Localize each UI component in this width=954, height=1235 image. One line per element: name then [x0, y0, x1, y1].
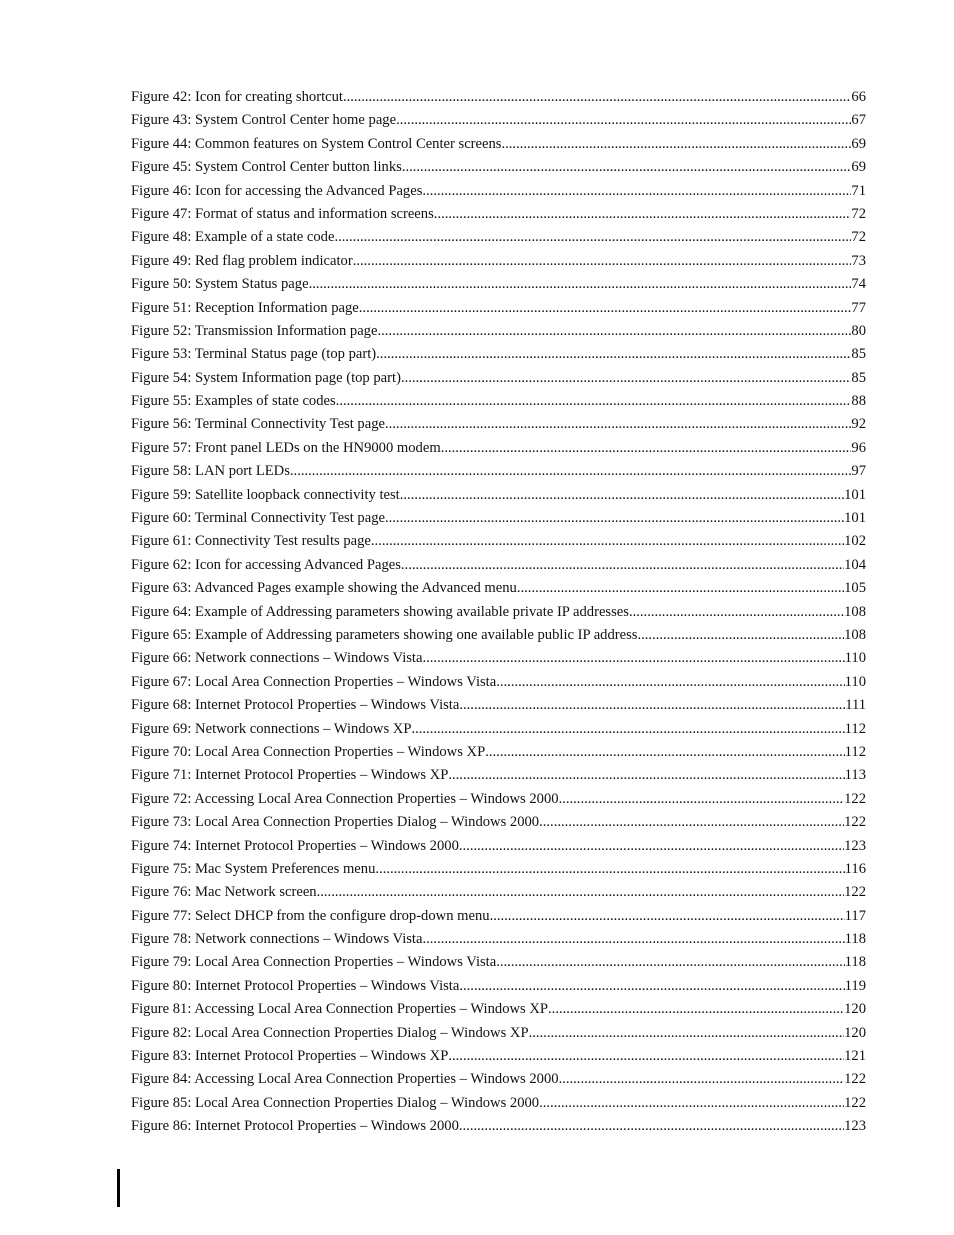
toc-entry[interactable] — [131, 180, 866, 203]
toc-dot-leader — [459, 1115, 844, 1138]
toc-entry-page-number: 110 — [844, 673, 866, 690]
toc-entry-title: Figure 81: Accessing Local Area Connection Properties – Windows XP — [131, 1001, 549, 1018]
toc-entry[interactable] — [131, 250, 866, 273]
toc-entry[interactable] — [131, 1022, 866, 1045]
toc-entry[interactable] — [131, 998, 866, 1021]
toc-entry-page-number: 101 — [844, 486, 866, 503]
toc-dot-leader — [359, 297, 852, 320]
toc-entry[interactable] — [131, 975, 866, 998]
toc-entry[interactable] — [131, 507, 866, 530]
toc-entry-page-number: 119 — [844, 977, 866, 994]
list-of-figures — [131, 86, 866, 1139]
toc-entry-page-number: 122 — [844, 814, 866, 831]
toc-entry-title: Figure 66: Network connections – Windows Vista — [131, 650, 423, 667]
toc-entry[interactable] — [131, 905, 866, 928]
toc-dot-leader — [459, 975, 844, 998]
toc-entry-title: Figure 51: Reception Information page — [131, 299, 359, 316]
toc-entry-title: Figure 45: System Control Center button links — [131, 159, 402, 176]
toc-entry-page-number: 122 — [844, 1071, 866, 1088]
toc-entry-title: Figure 56: Terminal Connectivity Test page — [131, 416, 385, 433]
toc-entry-title: Figure 78: Network connections – Windows Vista — [131, 931, 423, 948]
toc-entry-title: Figure 46: Icon for accessing the Advanced Pages — [131, 182, 423, 199]
toc-entry[interactable] — [131, 226, 866, 249]
toc-entry[interactable] — [131, 530, 866, 553]
toc-entry[interactable] — [131, 273, 866, 296]
toc-entry-title: Figure 76: Mac Network screen — [131, 884, 317, 901]
toc-entry-title: Figure 44: Common features on System Control Center screens — [131, 135, 502, 152]
toc-entry[interactable] — [131, 718, 866, 741]
toc-dot-leader — [290, 460, 852, 483]
toc-entry-page-number: 69 — [851, 159, 866, 176]
toc-entry[interactable] — [131, 297, 866, 320]
toc-dot-leader — [529, 1022, 845, 1045]
toc-entry-title: Figure 82: Local Area Connection Properties Dialog – Windows XP — [131, 1024, 529, 1041]
toc-entry[interactable] — [131, 460, 866, 483]
toc-entry-title: Figure 43: System Control Center home page — [131, 112, 397, 129]
toc-entry[interactable] — [131, 624, 866, 647]
toc-entry-page-number: 105 — [844, 580, 866, 597]
toc-entry[interactable] — [131, 647, 866, 670]
toc-dot-leader — [448, 1045, 844, 1068]
toc-dot-leader — [422, 647, 844, 670]
toc-dot-leader — [637, 624, 844, 647]
toc-entry-page-number: 120 — [844, 1024, 866, 1041]
toc-entry-page-number: 101 — [844, 510, 866, 527]
toc-entry-page-number: 85 — [851, 369, 866, 386]
toc-dot-leader — [559, 788, 845, 811]
toc-entry-title: Figure 65: Example of Addressing parameters showing one available public IP address — [131, 626, 638, 643]
toc-entry[interactable] — [131, 156, 866, 179]
toc-entry[interactable] — [131, 437, 866, 460]
toc-entry-page-number: 67 — [851, 112, 866, 129]
toc-dot-leader — [496, 951, 844, 974]
toc-entry-title: Figure 42: Icon for creating shortcut — [131, 89, 343, 105]
toc-entry[interactable] — [131, 133, 866, 156]
toc-entry[interactable] — [131, 928, 866, 951]
toc-entry-page-number: 112 — [844, 743, 866, 760]
toc-entry-page-number: 72 — [851, 205, 866, 222]
toc-dot-leader — [385, 507, 844, 530]
toc-entry-title: Figure 52: Transmission Information page — [131, 322, 378, 339]
toc-entry[interactable] — [131, 741, 866, 764]
toc-entry-page-number: 97 — [851, 463, 866, 480]
toc-entry-title: Figure 47: Format of status and information screens — [131, 205, 434, 222]
toc-entry[interactable] — [131, 413, 866, 436]
toc-dot-leader — [434, 203, 852, 226]
toc-entry-title: Figure 68: Internet Protocol Properties – Windows Vista — [131, 697, 460, 714]
toc-dot-leader — [336, 390, 852, 413]
toc-entry[interactable] — [131, 484, 866, 507]
toc-entry-title: Figure 64: Example of Addressing parameters showing available private IP addresses — [131, 603, 629, 620]
toc-dot-leader — [343, 86, 851, 109]
toc-entry-page-number: 121 — [844, 1048, 866, 1065]
toc-entry-page-number: 72 — [851, 229, 866, 246]
toc-entry[interactable] — [131, 390, 866, 413]
toc-entry-title: Figure 62: Icon for accessing Advanced Pages — [131, 556, 401, 573]
toc-entry-title: Figure 71: Internet Protocol Properties – Windows XP — [131, 767, 449, 784]
toc-dot-leader — [501, 133, 851, 156]
toc-entry-title: Figure 86: Internet Protocol Properties – Windows 2000 — [131, 1118, 459, 1135]
toc-entry-page-number: 120 — [844, 1001, 866, 1018]
toc-dot-leader — [459, 694, 845, 717]
toc-dot-leader — [490, 905, 845, 928]
toc-dot-leader — [539, 811, 844, 834]
toc-dot-leader — [448, 764, 844, 787]
toc-dot-leader — [401, 367, 851, 390]
toc-entry-page-number: 117 — [844, 907, 866, 924]
toc-entry-page-number: 112 — [844, 720, 866, 737]
toc-entry-page-number: 118 — [844, 954, 866, 971]
toc-entry-page-number: 74 — [851, 276, 866, 293]
toc-dot-leader — [459, 835, 844, 858]
toc-entry-page-number: 104 — [844, 556, 866, 573]
toc-entry-page-number: 71 — [851, 182, 866, 199]
toc-dot-leader — [629, 601, 844, 624]
toc-entry-title: Figure 61: Connectivity Test results page — [131, 533, 371, 550]
toc-entry-page-number: 108 — [844, 626, 866, 643]
toc-entry[interactable] — [131, 835, 866, 858]
toc-entry-page-number: 96 — [851, 439, 866, 456]
toc-entry[interactable] — [131, 203, 866, 226]
toc-entry-page-number: 123 — [844, 837, 866, 854]
toc-dot-leader — [559, 1068, 845, 1091]
toc-entry-title: Figure 67: Local Area Connection Properties – Windows Vista — [131, 673, 497, 690]
toc-entry-title: Figure 84: Accessing Local Area Connection Properties – Windows 2000 — [131, 1071, 559, 1088]
toc-entry-title: Figure 55: Examples of state codes — [131, 393, 336, 410]
toc-dot-leader — [402, 156, 852, 179]
toc-entry-title: Figure 50: System Status page — [131, 276, 309, 293]
toc-dot-leader — [309, 273, 852, 296]
toc-dot-leader — [375, 858, 844, 881]
toc-entry[interactable] — [131, 881, 866, 904]
toc-entry[interactable] — [131, 811, 866, 834]
toc-entry-title: Figure 70: Local Area Connection Properties – Windows XP — [131, 743, 486, 760]
toc-entry-title: Figure 63: Advanced Pages example showing the Advanced menu — [131, 580, 517, 597]
toc-entry-title: Figure 57: Front panel LEDs on the HN9000 modem — [131, 439, 441, 456]
toc-dot-leader — [334, 226, 851, 249]
toc-dot-leader — [400, 484, 844, 507]
toc-entry-title: Figure 85: Local Area Connection Properties Dialog – Windows 2000 — [131, 1094, 540, 1111]
toc-entry-page-number: 122 — [844, 884, 866, 901]
toc-entry-title: Figure 59: Satellite loopback connectivity test — [131, 486, 400, 503]
toc-entry-title: Figure 79: Local Area Connection Properties – Windows Vista — [131, 954, 497, 971]
toc-dot-leader — [496, 671, 844, 694]
toc-entry-title: Figure 74: Internet Protocol Properties – Windows 2000 — [131, 837, 459, 854]
toc-entry[interactable] — [131, 367, 866, 390]
toc-entry-page-number: 102 — [844, 533, 866, 550]
toc-dot-leader — [539, 1092, 844, 1115]
toc-dot-leader — [401, 554, 844, 577]
toc-entry-title: Figure 83: Internet Protocol Properties – Windows XP — [131, 1048, 449, 1065]
toc-dot-leader — [422, 180, 851, 203]
toc-dot-leader — [411, 718, 844, 741]
toc-entry-title: Figure 53: Terminal Status page (top part) — [131, 346, 377, 363]
toc-entry[interactable] — [131, 1115, 866, 1138]
toc-dot-leader — [422, 928, 844, 951]
toc-entry-page-number: 108 — [844, 603, 866, 620]
toc-entry-page-number: 110 — [844, 650, 866, 667]
toc-dot-leader — [517, 577, 844, 600]
toc-entry-page-number: 113 — [844, 767, 866, 784]
toc-entry-page-number: 123 — [844, 1118, 866, 1135]
toc-entry-page-number: 122 — [844, 1094, 866, 1111]
toc-entry-page-number: 77 — [851, 299, 866, 316]
toc-entry[interactable] — [131, 858, 866, 881]
toc-entry-page-number: 116 — [844, 860, 866, 877]
toc-entry-title: Figure 49: Red flag problem indicator — [131, 252, 353, 269]
toc-entry-title: Figure 72: Accessing Local Area Connection Properties – Windows 2000 — [131, 790, 559, 807]
toc-dot-leader — [376, 343, 851, 366]
toc-entry-title: Figure 58: LAN port LEDs — [131, 463, 290, 480]
toc-dot-leader — [385, 413, 851, 436]
toc-entry-page-number: 66 — [851, 89, 866, 105]
toc-entry[interactable] — [131, 577, 866, 600]
toc-entry-page-number: 73 — [851, 252, 866, 269]
toc-dot-leader — [548, 998, 844, 1021]
toc-dot-leader — [371, 530, 844, 553]
toc-entry-title: Figure 48: Example of a state code — [131, 229, 335, 246]
toc-entry-page-number: 118 — [844, 931, 866, 948]
toc-entry[interactable] — [131, 694, 866, 717]
toc-entry-title: Figure 75: Mac System Preferences menu — [131, 860, 376, 877]
toc-entry[interactable] — [131, 320, 866, 343]
toc-entry-title: Figure 69: Network connections – Windows XP — [131, 720, 412, 737]
toc-entry-title: Figure 54: System Information page (top part) — [131, 369, 401, 386]
toc-entry[interactable] — [131, 764, 866, 787]
toc-entry[interactable] — [131, 951, 866, 974]
toc-entry-title: Figure 60: Terminal Connectivity Test page — [131, 510, 385, 527]
toc-dot-leader — [353, 250, 852, 273]
toc-entry-page-number: 85 — [851, 346, 866, 363]
toc-entry[interactable] — [131, 1068, 866, 1091]
toc-entry[interactable] — [131, 1092, 866, 1115]
toc-entry-page-number: 88 — [851, 393, 866, 410]
toc-entry[interactable] — [131, 109, 866, 132]
toc-entry-title: Figure 73: Local Area Connection Properties Dialog – Windows 2000 — [131, 814, 540, 831]
toc-entry-page-number: 111 — [845, 697, 866, 714]
toc-entry-page-number: 69 — [851, 135, 866, 152]
toc-entry[interactable] — [131, 343, 866, 366]
toc-entry[interactable] — [131, 86, 866, 109]
toc-entry-page-number: 122 — [844, 790, 866, 807]
toc-dot-leader — [396, 109, 851, 132]
toc-entry-title: Figure 77: Select DHCP from the configure drop-down menu — [131, 907, 490, 924]
toc-entry[interactable] — [131, 1045, 866, 1068]
toc-entry[interactable] — [131, 554, 866, 577]
toc-entry[interactable] — [131, 601, 866, 624]
toc-dot-leader — [441, 437, 852, 460]
toc-entry[interactable] — [131, 788, 866, 811]
toc-dot-leader — [485, 741, 844, 764]
toc-dot-leader — [317, 881, 845, 904]
toc-entry-page-number: 92 — [851, 416, 866, 433]
toc-entry-title: Figure 80: Internet Protocol Properties – Windows Vista — [131, 977, 460, 994]
toc-entry[interactable] — [131, 671, 866, 694]
toc-entry-page-number: 80 — [851, 322, 866, 339]
toc-dot-leader — [377, 320, 851, 343]
page-margin-bar — [117, 1169, 120, 1207]
